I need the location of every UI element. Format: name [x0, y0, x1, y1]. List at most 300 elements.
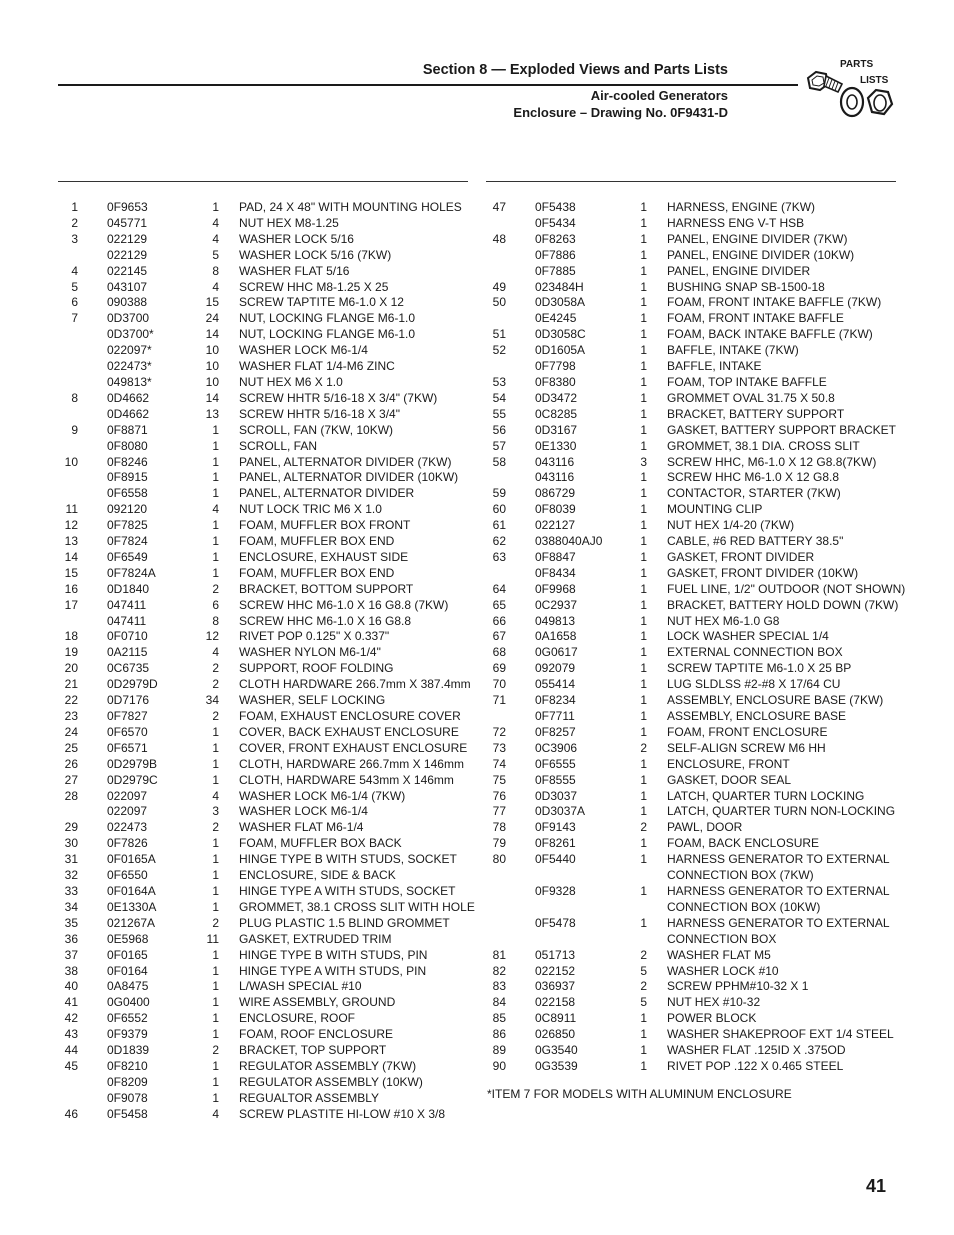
row-desc: GROMMET, 38.1 DIA. CROSS SLIT — [667, 438, 860, 453]
row-part: 0F0164 — [107, 963, 148, 978]
logo-text-lists: LISTS — [860, 75, 889, 86]
column-spacer — [78, 439, 107, 455]
row-desc: BRACKET, TOP SUPPORT — [239, 1043, 387, 1058]
row-part: 0F9078 — [107, 1090, 148, 1105]
column-spacer — [219, 1011, 239, 1027]
row-qty: 1 — [212, 724, 219, 739]
column-spacer — [506, 407, 535, 423]
column-spacer — [78, 1107, 107, 1123]
row-desc: CLOTH, HARDWARE 266.7mm X 146mm — [239, 756, 464, 771]
parts-row — [54, 804, 475, 820]
parts-row — [54, 280, 475, 296]
row-desc: SCREW HHC M6-1.0 X 12 G8.8 — [667, 470, 840, 485]
parts-row — [54, 900, 475, 916]
column-spacer — [78, 280, 107, 296]
column-spacer — [219, 932, 239, 948]
row-qty: 1 — [640, 231, 647, 246]
column-spacer — [78, 836, 107, 852]
row-qty: 1 — [212, 756, 219, 771]
row-part: 036937 — [535, 979, 576, 994]
column-spacer — [78, 725, 107, 741]
column-spacer — [647, 1059, 667, 1075]
parts-row — [482, 916, 905, 932]
row-desc: SCREW HHC, M6-1.0 X 12 G8.8(7KW) — [667, 454, 877, 469]
row-desc: HINGE TYPE A WITH STUDS, SOCKET — [239, 883, 456, 898]
row-item: 35 — [64, 915, 78, 930]
column-spacer — [78, 1027, 107, 1043]
row-part: 0C8911 — [535, 1011, 577, 1026]
row-qty: 1 — [640, 343, 647, 358]
column-spacer — [647, 614, 667, 630]
column-spacer — [647, 359, 667, 375]
row-item — [482, 900, 506, 916]
row-desc: PANEL, ALTERNATOR DIVIDER — [239, 486, 415, 501]
column-spacer — [647, 677, 667, 693]
row-qty: 2 — [640, 947, 647, 962]
column-spacer — [506, 964, 535, 980]
row-item — [482, 916, 506, 932]
row-desc: SCROLL, FAN — [239, 438, 318, 453]
row-qty: 3 — [212, 804, 219, 819]
row-part: 055414 — [535, 677, 576, 692]
row-qty: 1 — [212, 852, 219, 867]
row-qty: 13 — [205, 406, 219, 421]
column-spacer — [506, 280, 535, 296]
column-spacer — [506, 677, 535, 693]
column-spacer — [219, 804, 239, 820]
column-spacer — [219, 1043, 239, 1059]
row-qty: 1 — [212, 470, 219, 485]
row-part: 049813* — [107, 374, 152, 389]
column-spacer — [506, 518, 535, 534]
row-part: 051713 — [535, 947, 576, 962]
row-desc: SCREW PLASTITE HI-LOW #10 X 3/8 — [239, 1106, 446, 1121]
parts-row — [54, 725, 475, 741]
row-item: 49 — [492, 279, 506, 294]
row-part: 022097 — [107, 804, 148, 819]
row-item: 57 — [492, 438, 506, 453]
row-desc: WASHER LOCK 5/16 (7KW) — [239, 247, 392, 262]
row-qty: 1 — [640, 581, 647, 596]
row-desc: GASKET, BATTERY SUPPORT BRACKET — [667, 422, 896, 437]
document-subtitle: Air-cooled Generators — [590, 88, 728, 103]
row-item: 21 — [64, 677, 78, 692]
row-desc: FOAM, BACK INTAKE BAFFLE (7KW) — [667, 327, 873, 342]
parts-row — [482, 693, 905, 709]
column-spacer — [219, 868, 239, 884]
column-spacer — [506, 1043, 535, 1059]
column-spacer — [506, 789, 535, 805]
row-qty: 1 — [212, 534, 219, 549]
row-desc: HARNESS GENERATOR TO EXTERNAL — [667, 915, 890, 930]
column-spacer — [78, 343, 107, 359]
row-item: 63 — [492, 549, 506, 564]
row-desc: NUT HEX #10-32 — [667, 995, 761, 1010]
column-spacer — [647, 725, 667, 741]
row-qty: 2 — [212, 709, 219, 723]
column-spacer — [78, 773, 107, 789]
parts-row — [482, 216, 905, 232]
parts-row — [54, 566, 475, 582]
column-spacer — [506, 582, 535, 598]
row-part: 045771 — [107, 215, 148, 230]
row-item: 19 — [64, 645, 78, 660]
column-spacer — [219, 439, 239, 455]
row-item: 72 — [492, 724, 506, 739]
row-qty: 1 — [212, 740, 219, 755]
column-spacer — [78, 964, 107, 980]
column-spacer — [647, 979, 667, 995]
row-part: 0F0165 — [107, 947, 148, 962]
row-desc: BUSHING SNAP SB-1500-18 — [667, 279, 825, 294]
row-part: 0F7825 — [107, 518, 148, 533]
column-spacer — [78, 582, 107, 598]
row-part: 043116 — [535, 454, 575, 469]
column-spacer — [78, 852, 107, 868]
row-qty: 1 — [212, 486, 219, 501]
row-qty: 2 — [640, 820, 647, 835]
row-part: 0C3906 — [535, 740, 578, 755]
row-desc: HINGE TYPE B WITH STUDS, PIN — [239, 947, 428, 962]
row-item — [54, 327, 78, 343]
parts-row — [54, 486, 475, 502]
parts-row — [54, 868, 475, 884]
row-item: 10 — [64, 454, 78, 469]
column-spacer — [78, 757, 107, 773]
row-part: 0G3540 — [535, 1043, 578, 1058]
row-item: 9 — [71, 422, 78, 437]
row-desc: WASHER NYLON M6-1/4" — [239, 645, 381, 660]
row-desc: L/WASH SPECIAL #10 — [239, 979, 362, 994]
column-spacer — [647, 375, 667, 391]
row-part: 0E1330 — [535, 438, 577, 453]
row-desc: CONNECTION BOX (10KW) — [667, 899, 821, 914]
parts-row — [54, 295, 475, 311]
column-spacer — [506, 534, 535, 550]
column-spacer — [219, 1091, 239, 1107]
row-desc: FOAM, EXHAUST ENCLOSURE COVER — [239, 709, 461, 723]
parts-lists-logo — [802, 56, 902, 124]
parts-row — [482, 677, 905, 693]
row-desc: FOAM, MUFFLER BOX END — [239, 565, 395, 580]
row-part: 0F7826 — [107, 836, 148, 851]
column-spacer — [506, 502, 535, 518]
row-part: 0F8261 — [535, 836, 576, 851]
column-spacer — [506, 470, 535, 486]
row-qty: 2 — [212, 1043, 219, 1058]
column-spacer — [219, 1107, 239, 1123]
row-item — [54, 1091, 78, 1107]
column-spacer — [647, 741, 667, 757]
row-qty: 1 — [212, 518, 219, 533]
row-desc: FOAM, MUFFLER BOX END — [239, 534, 395, 549]
column-spacer — [78, 407, 107, 423]
row-item: 82 — [492, 963, 506, 978]
column-spacer — [506, 836, 535, 852]
row-desc: PAD, 24 X 48" WITH MOUNTING HOLES — [239, 200, 462, 214]
column-spacer — [647, 566, 667, 582]
row-part: 0A1658 — [535, 629, 577, 644]
parts-row — [482, 789, 905, 805]
row-part: 0F9328 — [535, 883, 576, 898]
column-spacer — [506, 375, 535, 391]
row-part: 0G3539 — [535, 1058, 578, 1073]
row-part: 022145 — [107, 263, 148, 278]
parts-row — [482, 470, 905, 486]
row-item: 7 — [71, 311, 78, 326]
column-spacer — [506, 359, 535, 375]
column-spacer — [506, 709, 535, 725]
row-qty: 1 — [640, 645, 647, 660]
column-spacer — [647, 439, 667, 455]
column-spacer — [506, 916, 535, 932]
row-qty: 1 — [212, 1074, 219, 1089]
row-desc: HINGE TYPE A WITH STUDS, PIN — [239, 963, 427, 978]
row-desc: HARNESS GENERATOR TO EXTERNAL — [667, 883, 890, 898]
row-qty: 1 — [212, 772, 219, 787]
row-qty: 5 — [640, 995, 647, 1010]
column-spacer — [78, 327, 107, 343]
column-spacer — [219, 677, 239, 693]
column-spacer — [219, 709, 239, 725]
row-item: 77 — [492, 804, 506, 819]
parts-row — [54, 343, 475, 359]
column-spacer — [78, 709, 107, 725]
row-part: 0D2979B — [107, 756, 158, 771]
column-spacer — [647, 836, 667, 852]
column-spacer — [219, 789, 239, 805]
row-item: 47 — [492, 200, 506, 214]
page-number: 41 — [866, 1176, 887, 1196]
row-desc: WASHER LOCK M6-1/4 — [239, 343, 368, 358]
column-spacer — [506, 455, 535, 471]
row-part: 092120 — [107, 502, 148, 517]
column-spacer — [78, 979, 107, 995]
row-desc: BRACKET, BATTERY HOLD DOWN (7KW) — [667, 597, 899, 612]
row-desc: WASHER SHAKEPROOF EXT 1/4 STEEL — [667, 1027, 894, 1042]
column-spacer — [506, 661, 535, 677]
row-desc: LUG SLDLSS #2-#8 X 17/64 CU — [667, 677, 841, 692]
column-spacer — [219, 948, 239, 964]
parts-row — [482, 280, 905, 296]
parts-row — [482, 1027, 905, 1043]
row-qty: 2 — [212, 915, 219, 930]
row-desc: WASHER FLAT M6-1/4 — [239, 820, 364, 835]
parts-row — [482, 820, 905, 836]
row-qty: 2 — [212, 677, 219, 692]
row-qty — [619, 932, 647, 948]
parts-row — [54, 916, 475, 932]
row-part: 0A8475 — [107, 979, 149, 994]
column-spacer — [219, 979, 239, 995]
column-spacer — [506, 200, 535, 216]
column-spacer — [647, 629, 667, 645]
column-spacer — [78, 391, 107, 407]
row-qty: 4 — [212, 788, 219, 803]
column-spacer — [78, 598, 107, 614]
row-part: 0D3058C — [535, 327, 586, 342]
column-spacer — [647, 693, 667, 709]
row-qty: 10 — [205, 343, 219, 358]
column-spacer — [647, 1043, 667, 1059]
row-desc: CABLE, #6 RED BATTERY 38.5" — [667, 534, 844, 549]
parts-row — [54, 375, 475, 391]
column-spacer — [647, 598, 667, 614]
column-spacer — [78, 741, 107, 757]
column-spacer — [506, 232, 535, 248]
row-desc: SCREW HHC M8-1.25 X 25 — [239, 279, 389, 294]
row-part: 0F7885 — [535, 263, 576, 278]
row-qty: 1 — [212, 549, 219, 564]
column-spacer — [506, 773, 535, 789]
column-spacer — [78, 200, 107, 216]
row-item: 14 — [64, 549, 78, 564]
parts-row — [482, 868, 905, 884]
column-spacer — [78, 518, 107, 534]
row-qty: 1 — [640, 756, 647, 771]
column-spacer — [506, 757, 535, 773]
row-desc: PLUG PLASTIC 1.5 BLIND GROMMET — [239, 915, 450, 930]
row-qty: 1 — [212, 868, 219, 883]
row-desc: SCREW PPHM#10-32 X 1 — [667, 979, 809, 994]
parts-row — [54, 455, 475, 471]
row-part: 0F8209 — [107, 1074, 148, 1089]
row-item: 41 — [64, 995, 78, 1010]
row-qty: 5 — [212, 247, 219, 262]
column-spacer — [506, 629, 535, 645]
row-part: 0F7711 — [535, 709, 575, 723]
row-part: 049813 — [535, 613, 576, 628]
row-item — [54, 804, 78, 820]
row-item — [54, 359, 78, 375]
column-spacer — [219, 916, 239, 932]
column-spacer — [78, 423, 107, 439]
column-spacer — [219, 582, 239, 598]
row-part: 0F9379 — [107, 1027, 148, 1042]
column-spacer — [647, 311, 667, 327]
column-spacer — [647, 264, 667, 280]
row-qty: 6 — [212, 597, 219, 612]
row-qty: 1 — [640, 549, 647, 564]
parts-row — [482, 407, 905, 423]
column-spacer — [78, 216, 107, 232]
row-qty: 1 — [212, 899, 219, 914]
parts-row — [54, 757, 475, 773]
parts-row — [54, 232, 475, 248]
row-item — [482, 932, 506, 948]
row-part: 0F6549 — [107, 549, 148, 564]
column-spacer — [506, 343, 535, 359]
parts-row — [482, 836, 905, 852]
row-part: 0D3472 — [535, 390, 578, 405]
row-qty: 1 — [640, 597, 647, 612]
column-spacer — [78, 677, 107, 693]
parts-row — [482, 964, 905, 980]
row-qty: 1 — [212, 454, 219, 469]
row-qty: 1 — [640, 263, 647, 278]
row-part: 047411 — [107, 597, 147, 612]
section-title: Section 8 — Exploded Views and Parts Lists — [422, 62, 728, 78]
column-spacer — [506, 439, 535, 455]
row-desc: BAFFLE, INTAKE — [667, 359, 762, 374]
column-spacer — [78, 566, 107, 582]
column-spacer — [506, 486, 535, 502]
row-qty: 4 — [212, 279, 219, 294]
column-spacer — [219, 264, 239, 280]
parts-row — [54, 979, 475, 995]
row-part: 0F8257 — [535, 724, 576, 739]
row-part: 0D4662 — [107, 390, 150, 405]
row-part: 0F8555 — [535, 772, 576, 787]
row-item: 53 — [492, 374, 506, 389]
row-desc: FOAM, BACK ENCLOSURE — [667, 836, 820, 851]
row-qty: 1 — [212, 1058, 219, 1073]
row-item — [54, 375, 78, 391]
row-desc: SCREW TAPTITE M6-1.0 X 25 BP — [667, 661, 852, 676]
column-spacer — [219, 598, 239, 614]
row-part: 090388 — [107, 295, 148, 310]
row-part: 0D3700* — [107, 327, 154, 342]
row-item — [54, 1075, 78, 1091]
row-desc: PANEL, ENGINE DIVIDER (7KW) — [667, 231, 848, 246]
row-part: 0C6735 — [107, 661, 150, 676]
row-item: 61 — [492, 518, 506, 533]
row-item: 5 — [71, 279, 78, 294]
parts-row — [482, 709, 905, 725]
column-spacer — [647, 709, 667, 725]
row-qty — [619, 900, 647, 916]
column-spacer — [506, 645, 535, 661]
row-part: 0388040AJ0 — [535, 534, 603, 549]
row-qty — [619, 868, 647, 884]
column-spacer — [78, 248, 107, 264]
row-desc: REGUALTOR ASSEMBLY — [239, 1090, 380, 1105]
row-part: 0D1839 — [107, 1043, 150, 1058]
row-item — [482, 311, 506, 327]
parts-row — [482, 995, 905, 1011]
row-desc: WASHER LOCK #10 — [667, 963, 779, 978]
column-spacer — [78, 884, 107, 900]
row-part: 0F8434 — [535, 565, 576, 580]
row-item: 59 — [492, 486, 506, 501]
column-spacer — [219, 725, 239, 741]
row-qty: 15 — [205, 295, 219, 310]
row-qty: 1 — [640, 852, 647, 867]
row-item: 90 — [492, 1058, 506, 1073]
column-spacer — [78, 820, 107, 836]
row-item: 6 — [71, 295, 78, 310]
row-item: 15 — [64, 565, 78, 580]
column-spacer — [78, 534, 107, 550]
parts-row — [54, 582, 475, 598]
row-desc: BRACKET, BATTERY SUPPORT — [667, 406, 845, 421]
parts-row — [482, 502, 905, 518]
row-qty: 1 — [212, 200, 219, 214]
column-spacer — [647, 789, 667, 805]
row-desc: LATCH, QUARTER TURN LOCKING — [667, 788, 865, 803]
row-item: 44 — [64, 1043, 78, 1058]
column-spacer — [219, 614, 239, 630]
row-desc: WASHER FLAT 1/4-M6 ZINC — [239, 359, 395, 374]
parts-row — [54, 1059, 475, 1075]
column-spacer — [506, 820, 535, 836]
row-desc: EXTERNAL CONNECTION BOX — [667, 645, 843, 660]
row-item — [482, 709, 506, 725]
row-desc: NUT HEX M6-1.0 G8 — [667, 613, 780, 628]
column-spacer — [506, 741, 535, 757]
row-part: 0F8380 — [535, 374, 576, 389]
row-item: 33 — [64, 883, 78, 898]
